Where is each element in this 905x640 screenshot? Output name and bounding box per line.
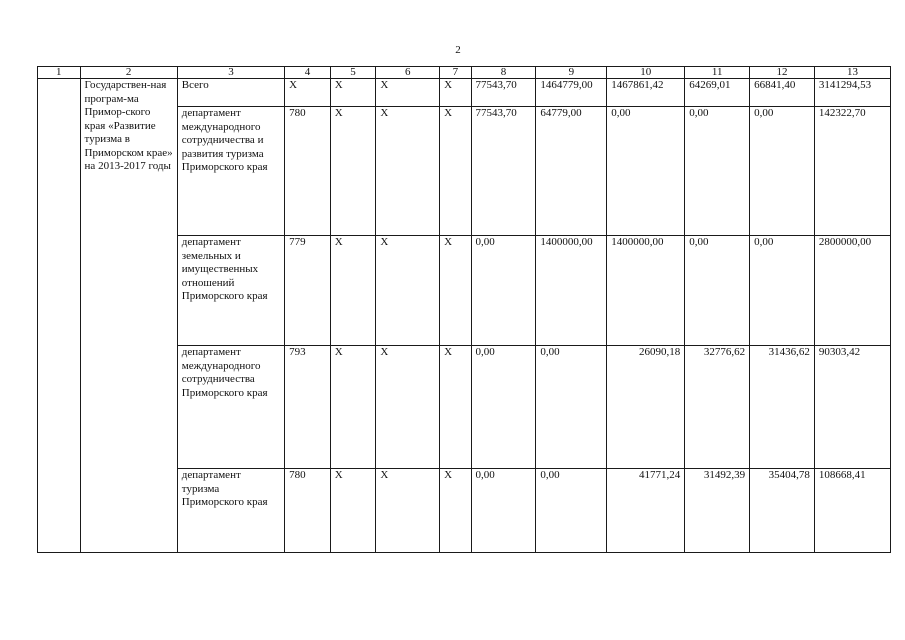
column-number: 9 — [536, 67, 607, 79]
target-article-cell: Х — [376, 236, 440, 346]
amount-cell: 0,00 — [685, 236, 750, 346]
amount-cell: 0,00 — [750, 236, 815, 346]
amount-cell: 0,00 — [471, 236, 536, 346]
amount-cell: 31492,39 — [685, 469, 750, 553]
code-cell: 793 — [285, 346, 331, 469]
column-number: 8 — [471, 67, 536, 79]
amount-cell: 0,00 — [471, 469, 536, 553]
column-number: 1 — [38, 67, 81, 79]
target-article-cell: Х — [376, 346, 440, 469]
column-number: 12 — [750, 67, 815, 79]
amount-cell: 66841,40 — [750, 79, 815, 107]
column-number: 11 — [685, 67, 750, 79]
target-article-cell: Х — [376, 79, 440, 107]
code-cell: 780 — [285, 469, 331, 553]
amount-cell: 0,00 — [471, 346, 536, 469]
total-cell: 108668,41 — [814, 469, 890, 553]
program-title-cell: Государствен-ная програм-ма Примор-ского края «Развитие туризма в Приморском крае» на 2013-2017 годы — [80, 79, 177, 553]
executor-cell: департамент земельных и имущественных отношений Приморского края — [177, 236, 284, 346]
total-cell: 90303,42 — [814, 346, 890, 469]
executor-cell: департамент туризма Приморского края — [177, 469, 284, 553]
amount-cell: 0,00 — [536, 346, 607, 469]
amount-cell: 1400000,00 — [607, 236, 685, 346]
executor-cell: Всего — [177, 79, 284, 107]
amount-cell: 0,00 — [607, 107, 685, 236]
section-cell: Х — [330, 107, 376, 236]
row-number-cell — [38, 79, 81, 553]
amount-cell: 0,00 — [685, 107, 750, 236]
column-number: 13 — [814, 67, 890, 79]
amount-cell: 41771,24 — [607, 469, 685, 553]
executor-cell: департамент международного сотрудничества и развития туризма Приморского края — [177, 107, 284, 236]
column-number: 10 — [607, 67, 685, 79]
column-number: 3 — [177, 67, 284, 79]
section-cell: Х — [330, 236, 376, 346]
amount-cell: 1467861,42 — [607, 79, 685, 107]
column-number: 6 — [376, 67, 440, 79]
amount-cell: 0,00 — [536, 469, 607, 553]
total-cell: 2800000,00 — [814, 236, 890, 346]
code-cell: 779 — [285, 236, 331, 346]
amount-cell: 1464779,00 — [536, 79, 607, 107]
section-cell: Х — [330, 346, 376, 469]
expense-type-cell: Х — [440, 469, 471, 553]
amount-cell: 26090,18 — [607, 346, 685, 469]
total-cell: 3141294,53 — [814, 79, 890, 107]
amount-cell: 64269,01 — [685, 79, 750, 107]
code-cell: 780 — [285, 107, 331, 236]
column-number: 7 — [440, 67, 471, 79]
amount-cell: 0,00 — [750, 107, 815, 236]
target-article-cell: Х — [376, 469, 440, 553]
amount-cell: 77543,70 — [471, 107, 536, 236]
amount-cell: 1400000,00 — [536, 236, 607, 346]
budget-table — [37, 66, 891, 553]
expense-type-cell: Х — [440, 79, 471, 107]
page-number: 2 — [455, 44, 461, 56]
executor-cell: департамент международного сотрудничества Приморского края — [177, 346, 284, 469]
amount-cell: 35404,78 — [750, 469, 815, 553]
column-number-row — [38, 67, 891, 79]
column-number: 2 — [80, 67, 177, 79]
amount-cell: 77543,70 — [471, 79, 536, 107]
code-cell: Х — [285, 79, 331, 107]
column-number: 4 — [285, 67, 331, 79]
expense-type-cell: Х — [440, 107, 471, 236]
amount-cell: 32776,62 — [685, 346, 750, 469]
section-cell: Х — [330, 79, 376, 107]
expense-type-cell: Х — [440, 236, 471, 346]
amount-cell: 64779,00 — [536, 107, 607, 236]
target-article-cell: Х — [376, 107, 440, 236]
column-number: 5 — [330, 67, 376, 79]
amount-cell: 31436,62 — [750, 346, 815, 469]
expense-type-cell: Х — [440, 346, 471, 469]
table-row-total — [38, 79, 891, 107]
total-cell: 142322,70 — [814, 107, 890, 236]
section-cell: Х — [330, 469, 376, 553]
